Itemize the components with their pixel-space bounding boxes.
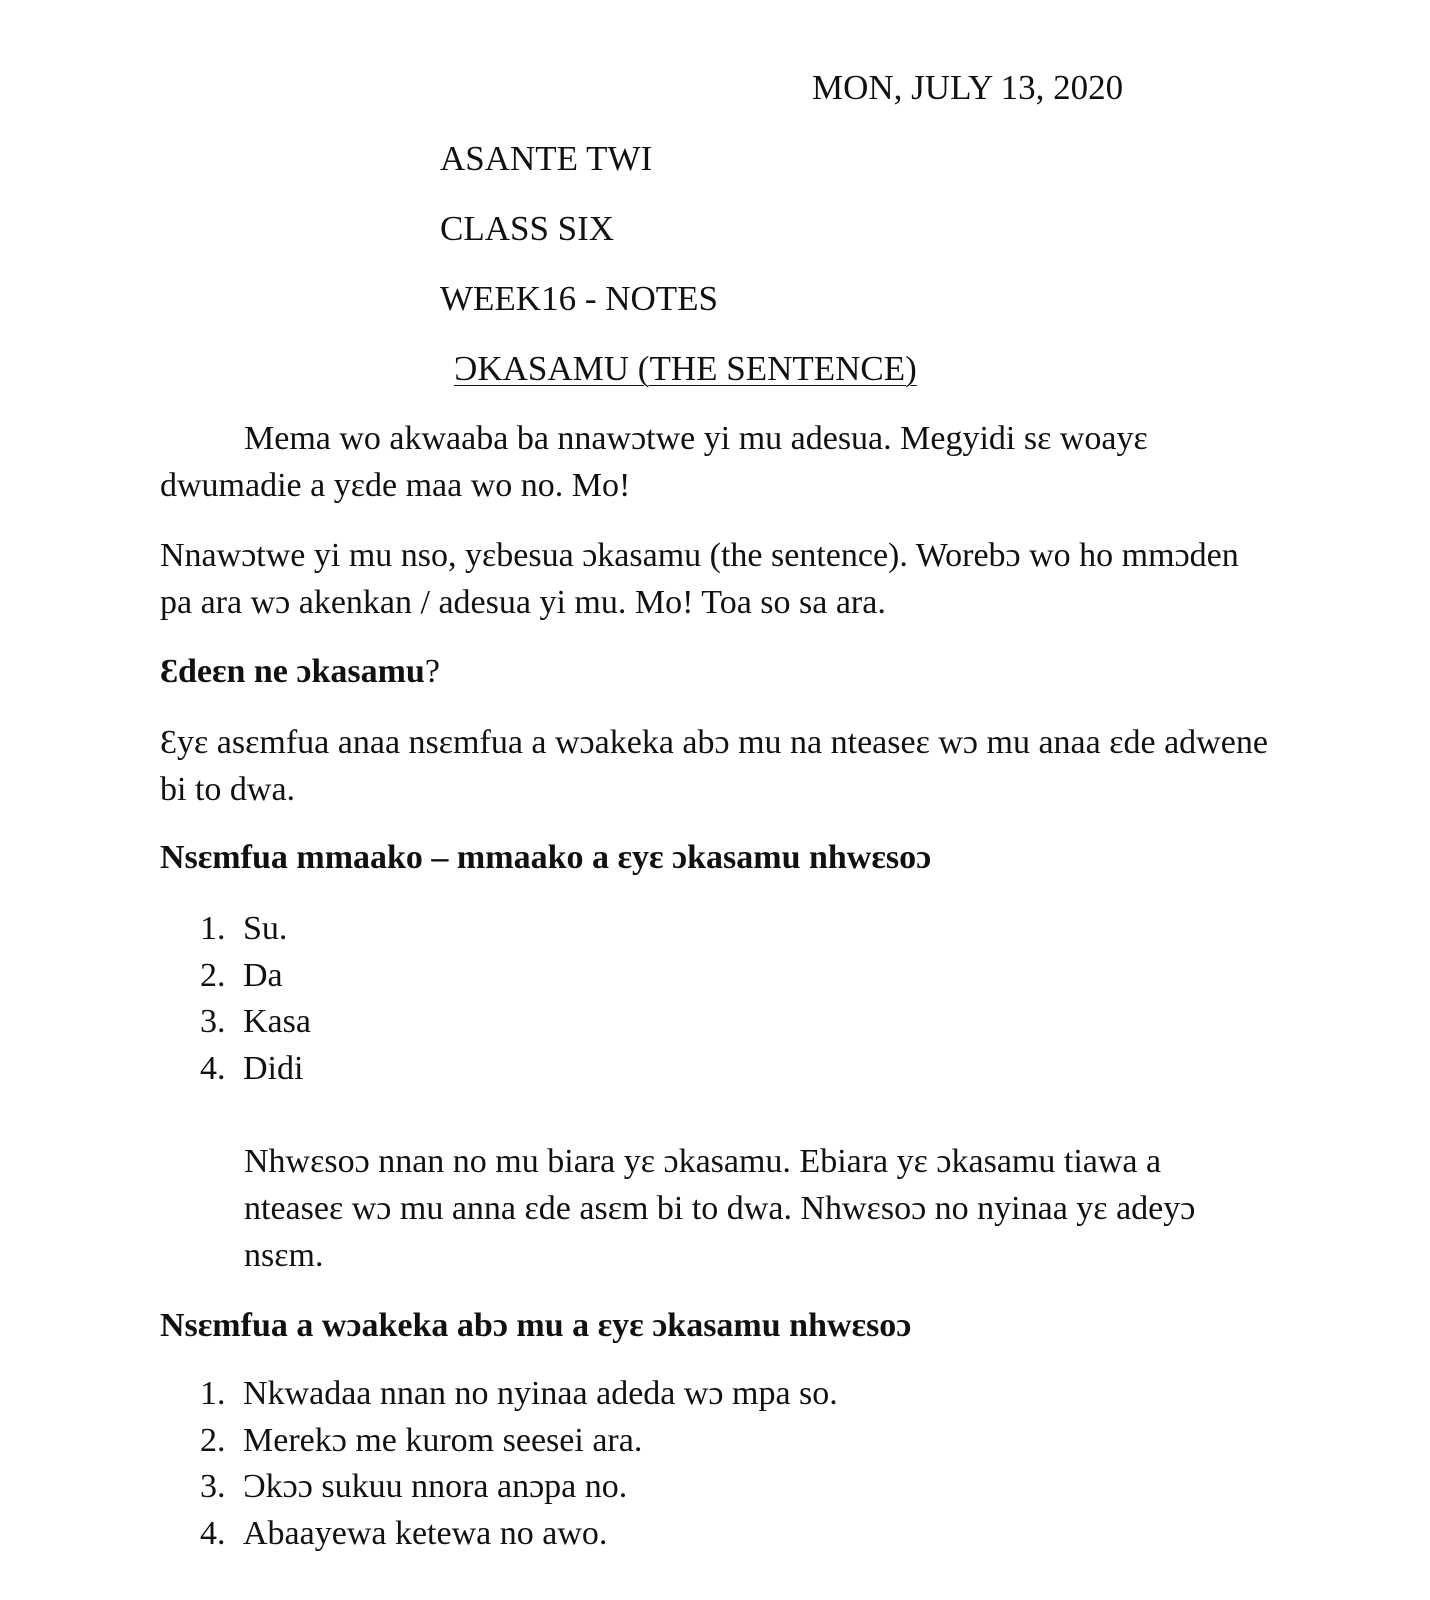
definition-question [160, 650, 440, 694]
subject-heading: ASANTE TWI [440, 139, 653, 178]
multi-word-list [200, 1371, 838, 1557]
list-text: Nkwadaa nnan no nyinaa adeda wɔ mpa so. [243, 1375, 838, 1412]
list-number: 2. [200, 1421, 226, 1459]
lesson-paragraph: Nnawɔtwe yi mu nso, yɛbesua ɔkasamu (the sentence). Worebɔ wo ho mmɔden pa ara wɔ akenkan / adesua yi mu. Mo! Toa so sa ara. [160, 537, 1239, 621]
list-item [200, 1046, 311, 1093]
list-number: 4. [200, 1514, 226, 1552]
list-item [200, 906, 311, 953]
topic-title: ƆKASAMU (THE SENTENCE) [454, 349, 917, 388]
class-heading: CLASS SIX [440, 209, 615, 248]
lesson-date: MON, JULY 13, 2020 [812, 68, 1124, 107]
list-number: 1. [200, 910, 226, 947]
list-number: 3. [200, 1003, 226, 1040]
list-text: Da [243, 956, 283, 994]
list-text: Ɔkɔɔ sukuu nnora anɔpa no. [243, 1468, 628, 1505]
list-text: Abaayewa ketewa no awo. [243, 1514, 608, 1552]
definition-question-text: Ɛdeɛn ne ɔkasamu [160, 653, 425, 690]
examples-note: Nhwɛsoɔ nnan no mu biara yɛ ɔkasamu. Ebiara yɛ ɔkasamu tiawa a nteaseɛ wɔ mu anna ɛde asɛm bi to dwa. Nhwɛsoɔ no nyinaa yɛ adeyɔ nsɛm. [244, 1143, 1196, 1274]
definition-question-mark: ? [424, 653, 440, 690]
list-text: Merekɔ me kurom seesei ara. [243, 1421, 643, 1459]
list-item [200, 1464, 838, 1511]
list-number: 4. [200, 1049, 226, 1087]
list-text: Kasa [243, 1003, 311, 1040]
single-word-list [200, 906, 311, 1092]
week-heading: WEEK16 - NOTES [440, 279, 719, 318]
list-item [200, 999, 311, 1046]
definition-answer: Ɛyɛ asɛmfua anaa nsɛmfua a wɔakeka abɔ mu na nteaseɛ wɔ mu anaa ɛde adwene bi to dwa. [160, 724, 1268, 808]
list-text: Su. [243, 910, 288, 947]
list-item [200, 953, 311, 1000]
list-text: Didi [243, 1049, 304, 1087]
list-number: 1. [200, 1375, 226, 1412]
welcome-paragraph: Mema wo akwaaba ba nnawɔtwe yi mu adesua. Megyidi sɛ woayɛ dwumadie a yɛde maa wo no. Mo! [160, 420, 1148, 504]
list-item [200, 1511, 838, 1558]
list-item [200, 1371, 838, 1418]
multi-word-heading: Nsɛmfua a wɔakeka abɔ mu a ɛyɛ ɔkasamu nhwɛsoɔ [160, 1307, 912, 1344]
single-word-heading: Nsɛmfua mmaako – mmaako a ɛyɛ ɔkasamu nhwɛsoɔ [160, 839, 932, 876]
list-number: 3. [200, 1468, 226, 1505]
list-item [200, 1418, 838, 1465]
list-number: 2. [200, 956, 226, 994]
